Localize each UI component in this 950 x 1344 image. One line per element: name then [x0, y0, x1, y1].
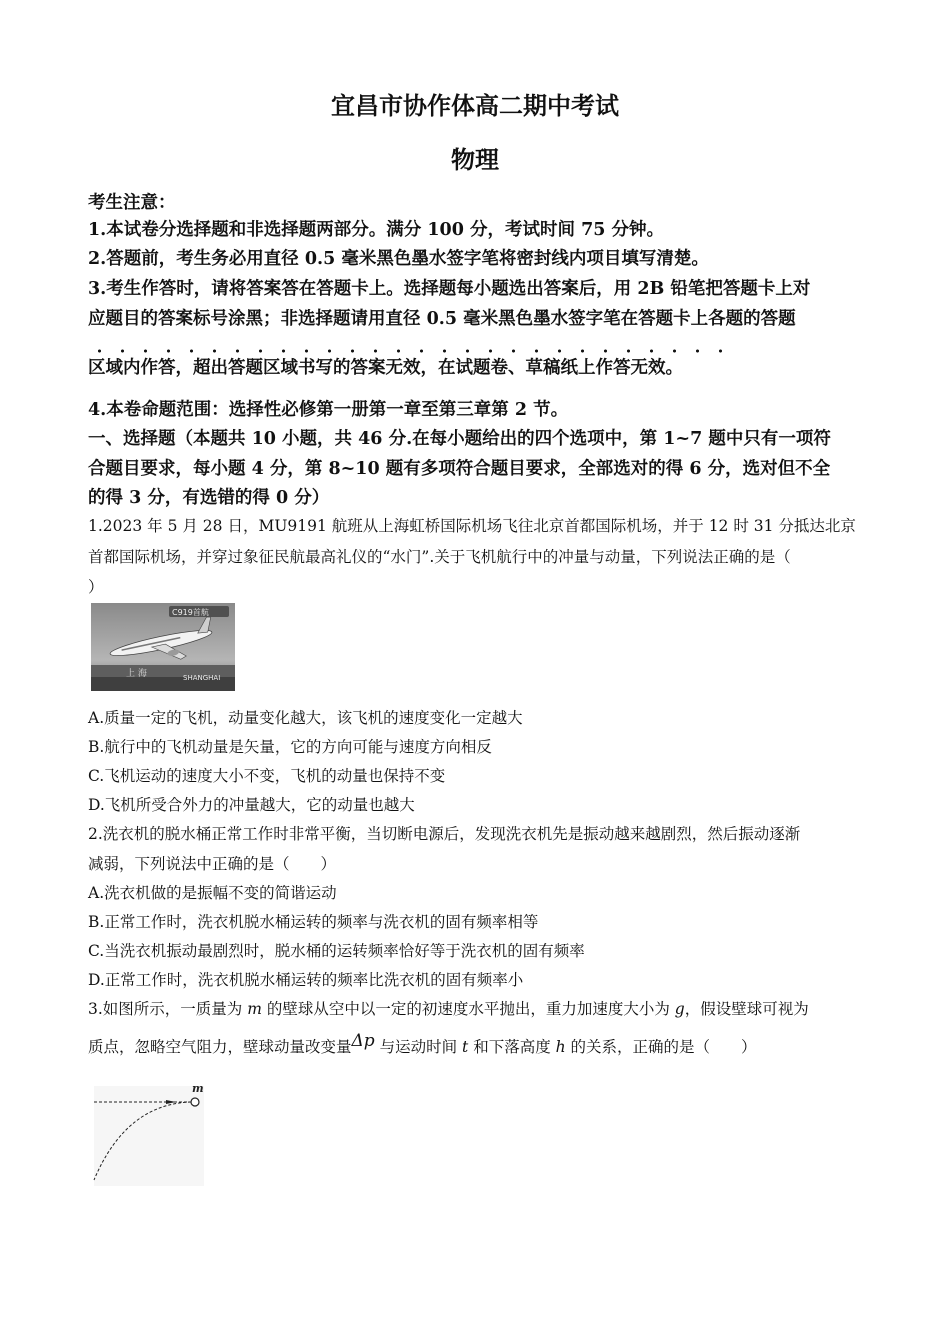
notice-item-3-end: 区域内作答，超出答题区域书写的答案无效，在试题卷、草稿纸上作答无效。	[88, 358, 683, 378]
section-heading-line-2: 合题目要求，每小题 4 分，第 8~10 题有多项符合题目要求，全部选对的得 6 分，选对但不全	[88, 459, 831, 479]
q2-stem-line-1: 2.洗衣机的脱水桶正常工作时非常平衡，当切断电源后，发现洗衣机先是振动越来越剧烈，然后振动逐渐	[88, 825, 801, 843]
projectile-figure	[86, 1078, 216, 1188]
q1-stem-line-1: 1.2023 年 5 月 28 日，MU9191 航班从上海虹桥国际机场飞往北京首都国际机场，并于 12 时 31 分抵达北京	[88, 517, 856, 535]
q2-option-c: C.当洗衣机振动最剧烈时，脱水桶的运转频率恰好等于洗衣机的固有频率	[88, 942, 585, 960]
notice-item-3: 3.考生作答时，请将答案答在答题卡上。选择题每小题选出答案后，用 2B 铅笔把答题卡上对	[88, 279, 811, 299]
mass-label: m	[192, 1082, 204, 1095]
q2-stem-line-2: 减弱，下列说法中正确的是（ ）	[88, 855, 337, 873]
notice-item-2: 2.答题前，考生务必用直径 0.5 毫米黑色墨水签字笔将密封线内项目填写清楚。	[88, 249, 709, 269]
exam-title: 宜昌市协作体高二期中考试	[331, 91, 619, 120]
q3-text: 和下落高度	[468, 1038, 556, 1056]
ball	[191, 1098, 199, 1106]
q3-stem-line-1	[88, 997, 809, 1019]
photo-city-text: 上 海	[126, 669, 147, 679]
q1-stem-line-2: 首都国际机场，并穿过象征民航最高礼仪的“水门”.关于飞机航行中的冲量与动量，下列说法正确的是（	[88, 548, 791, 566]
q3-text: 质点，忽略空气阻力，壁球动量改变量	[88, 1038, 352, 1056]
q1-option-a: A.质量一定的飞机，动量变化越大，该飞机的速度变化一定越大	[88, 709, 523, 727]
airplane-photo	[91, 603, 235, 691]
notice-item-4: 4.本卷命题范围：选择性必修第一册第一章至第三章第 2 节。	[88, 400, 569, 420]
notice-item-3-cont: 应题目的答案标号涂黑；非选择题请用直径 0.5 毫米黑色墨水签字笔在答题卡上各题的答题	[88, 309, 796, 329]
photo-en-text: SHANGHAI	[183, 674, 221, 682]
var-t: t	[462, 1038, 469, 1056]
q3-stem-line-2	[88, 1031, 757, 1057]
section-heading-line-3: 的得 3 分，有选错的得 0 分）	[88, 488, 330, 508]
q2-option-d: D.正常工作时，洗衣机脱水桶运转的频率比洗衣机的固有频率小	[88, 971, 524, 989]
notice-heading: 考生注意：	[88, 193, 176, 213]
q3-text: 的壁球从空中以一定的初速度水平抛出，重力加速度大小为	[261, 1000, 675, 1018]
section-heading-line-1: 一、选择题（本题共 10 小题，共 46 分.在每小题给出的四个选项中，第 1~7 题中只有一项符	[88, 429, 831, 449]
q1-option-d: D.飞机所受合外力的冲量越大，它的动量也越大	[88, 796, 415, 814]
q1-option-c: C.飞机运动的速度大小不变，飞机的动量也保持不变	[88, 767, 446, 785]
q1-option-b: B.航行中的飞机动量是矢量，它的方向可能与速度方向相反	[88, 738, 492, 756]
var-g: g	[674, 1000, 685, 1018]
q2-option-a: A.洗衣机做的是振幅不变的简谐运动	[88, 884, 337, 902]
q3-text: 的关系，正确的是（ ）	[565, 1038, 757, 1056]
photo-caption: C919首航	[172, 608, 209, 617]
q2-option-b: B.正常工作时，洗衣机脱水桶运转的频率与洗衣机的固有频率相等	[88, 913, 539, 931]
q3-text: 与运动时间	[374, 1038, 463, 1056]
var-m: m	[247, 1000, 262, 1018]
q3-text: ，假设壁球可视为	[684, 1000, 809, 1018]
subject-title: 物理	[451, 145, 499, 174]
notice-item-1: 1.本试卷分选择题和非选择题两部分。满分 100 分，考试时间 75 分钟。	[88, 220, 665, 240]
var-delta-p: Δp	[351, 1031, 375, 1051]
q3-text: 3.如图所示，一质量为	[88, 1000, 248, 1018]
var-h: h	[555, 1038, 566, 1056]
q1-stem-line-3: ）	[88, 578, 104, 596]
